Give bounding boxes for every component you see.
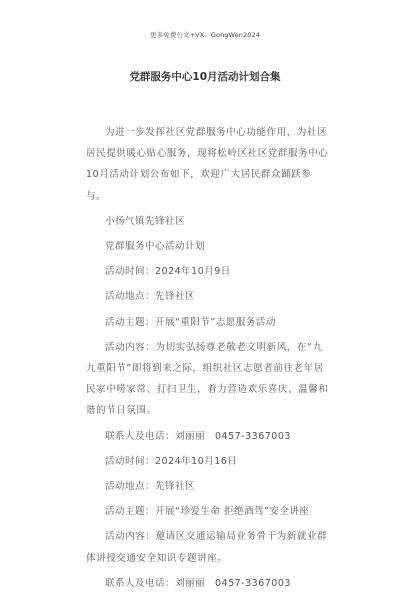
plan-name: 党群服务中心活动计划 — [105, 241, 206, 253]
activity-contact: 联系人及电话：刘丽丽 0457-3367003 — [105, 430, 291, 442]
activity-content: 活动内容：邀请区交通运输局业务骨干为新就业群体讲授交通安全知识专题讲座。 — [86, 531, 328, 564]
document-title: 党群服务中心10月活动计划合集 — [129, 71, 281, 83]
activity-time: 活动时间：2024年10月16日 — [105, 455, 238, 467]
activity-time: 活动时间：2024年10月9日 — [105, 266, 231, 278]
org-name: 小扬气镇先锋社区 — [105, 215, 186, 227]
activity-contact: 联系人及电话：刘丽丽 0457-3367003 — [105, 577, 291, 589]
header-note: 更多免费公文+VX：GongWen2024 — [150, 31, 260, 39]
activity-content: 活动内容：为切实弘扬尊老敬老文明新风，在“九九重阳节”即将到来之际，组织社区志愿者前往老年居民家中唠家常、打扫卫生，着力营造欢乐喜庆、温馨和谐的节日氛围。 — [86, 341, 329, 417]
document-body — [86, 122, 331, 594]
intro-paragraph: 为进一步发挥社区党群服务中心功能作用，为社区居民提供暖心贴心服务，现将松岭区社区党群服务中心10月活动计划公布如下，欢迎广大居民群众踊跃参与。 — [86, 127, 329, 202]
activity-place: 活动地点：先锋社区 — [105, 291, 196, 303]
activity-theme: 活动主题：开展“重阳节”志愿服务活动 — [105, 316, 276, 328]
activity-place: 活动地点：先锋社区 — [105, 481, 196, 493]
activity-theme: 活动主题：开展“珍爱生命 拒绝酒驾”安全讲座 — [105, 506, 310, 518]
